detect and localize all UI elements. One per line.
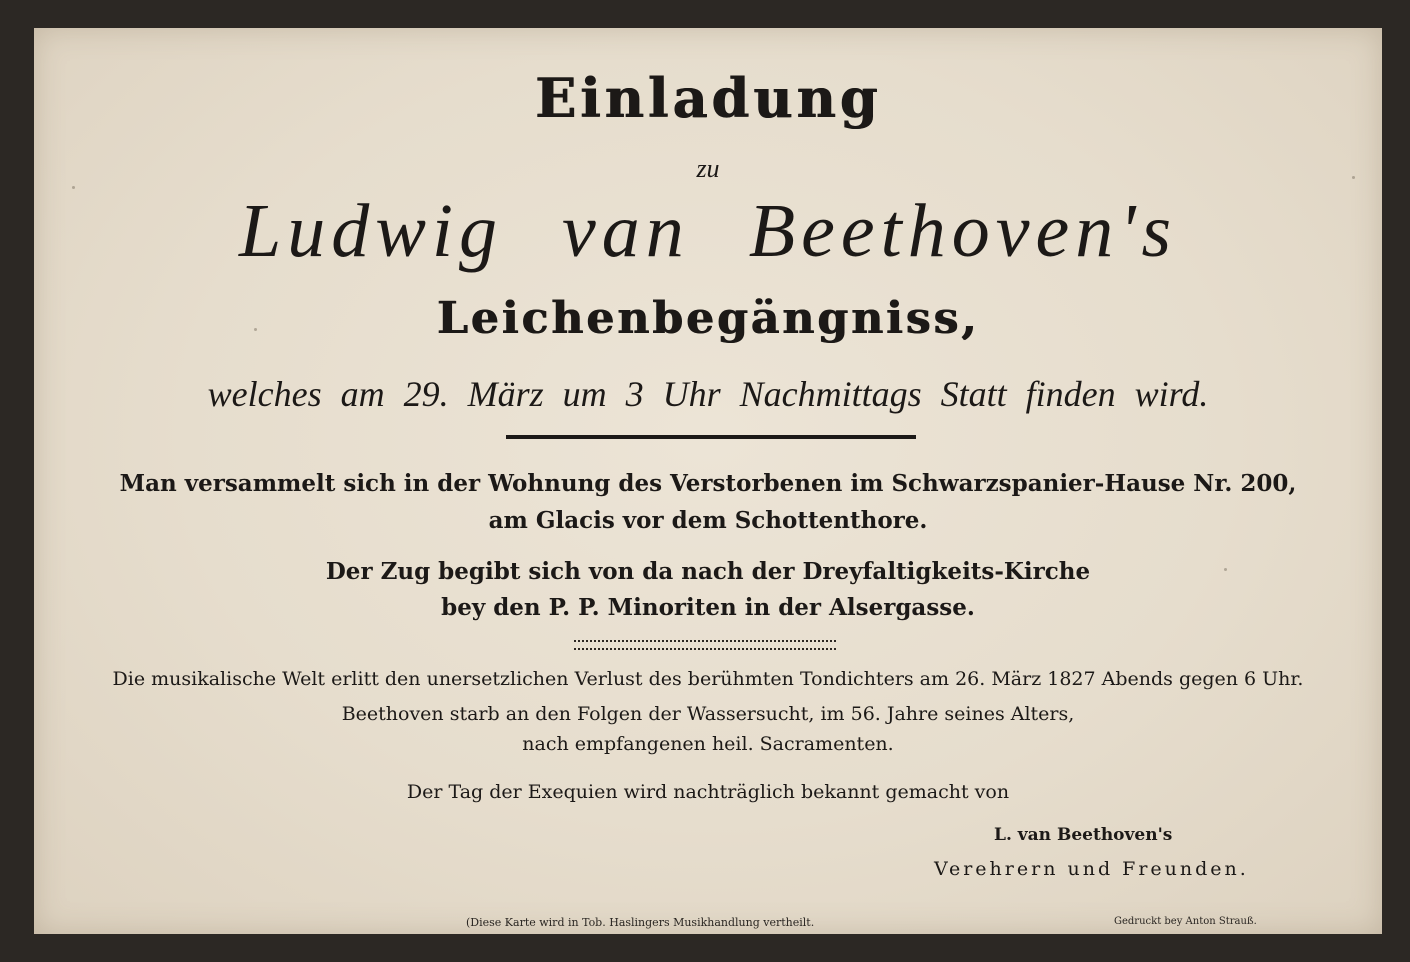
paper-speck (254, 328, 257, 331)
notice-line-2: Beethoven starb an den Folgen der Wassersucht, im 56. Jahre seines Alters, (341, 703, 1075, 725)
invitation-card (34, 28, 1382, 934)
paper-speck (1352, 176, 1355, 179)
notice-line-3: nach empfangenen heil. Sacramenten. (522, 733, 894, 755)
procession-line-1: Der Zug begibt sich von da nach der Dreyfaltigkeits-Kirche (325, 558, 1091, 585)
footer-printer-note: Gedruckt bey Anton Strauß. (1114, 916, 1257, 927)
invitation-title: Einladung (534, 66, 882, 130)
invitation-zu: zu (696, 154, 720, 183)
exequien-line: Der Tag der Exequien wird nachträglich bekannt gemacht von (406, 781, 1010, 803)
paper-speck (1224, 568, 1227, 571)
gathering-line-2: am Glacis vor dem Schottenthore. (488, 507, 928, 534)
signature-line-2: Verehrern und Freunden. (934, 858, 1249, 880)
procession-line-2: bey den P. P. Minoriten in der Alsergasse. (441, 594, 975, 621)
notice-line-1: Die musikalische Welt erlitt den unersetzlichen Verlust des berühmten Tondichters am 26. März 1827 Abends gegen 6 Uhr. (112, 668, 1304, 690)
signature-line-1: L. van Beethoven's (994, 825, 1173, 845)
funeral-date-line: welches am 29. März um 3 Uhr Nachmittags Statt finden wird. (207, 374, 1209, 414)
footer-distribution-note: (Diese Karte wird in Tob. Haslingers Musikhandlung vertheilt. (466, 916, 815, 929)
dotted-divider (574, 640, 836, 650)
paper-speck (72, 186, 75, 189)
funeral-heading: Leichenbegängniss, (436, 293, 980, 344)
composer-name: Ludwig van Beethoven's (238, 189, 1178, 273)
gathering-line-1: Man versammelt sich in der Wohnung des Verstorbenen im Schwarzspanier-Hause Nr. 200, (119, 470, 1297, 497)
heading-rule (506, 435, 916, 439)
